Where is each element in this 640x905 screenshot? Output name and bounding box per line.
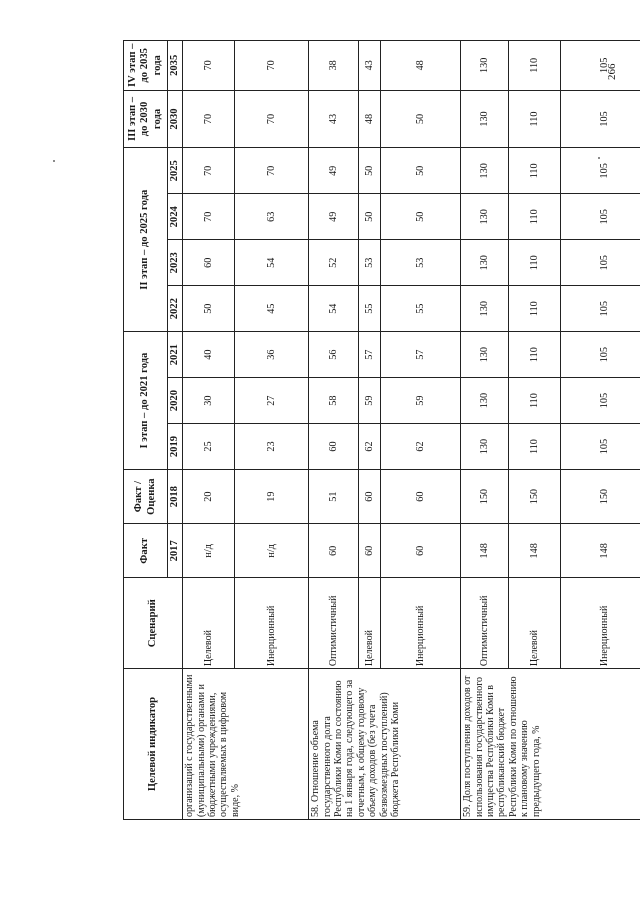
value-cell: 130 [461,148,509,194]
table-row [309,41,359,820]
scenario-cell: Целевой [183,578,235,669]
table-row [461,41,509,820]
value-cell: 105 [561,332,640,378]
value-cell: 105 [561,41,640,91]
value-cell: 45 [235,286,309,332]
value-cell: 70 [183,194,235,240]
value-cell: 58 [309,378,359,424]
header-stage-2: II этап – до 2025 года [124,148,168,332]
year-header: 2018 [168,470,183,524]
indicator-cell: организаций с государственными (муниципальными) органами и бюджетными учреждениями, осуществляемых в цифровом виде, % [183,669,309,820]
value-cell: 148 [461,524,509,578]
value-cell: н/д [235,524,309,578]
indicator-cell: 58. Отношение объема государственного долга Республики Коми по состоянию на 1 января года, следующего за отчетным, к общему годовому объему доходов (без учета безвозмездных поступлений) бюджета Республики Коми [309,669,461,820]
year-header: 2022 [168,286,183,332]
value-cell: 59 [359,378,381,424]
header-stage-4: IV этап – до 2035 года [124,41,168,91]
year-header: 2021 [168,332,183,378]
value-cell: 50 [381,148,461,194]
year-header: 2020 [168,378,183,424]
year-header: 2024 [168,194,183,240]
value-cell: 130 [461,240,509,286]
value-cell: 110 [509,424,561,470]
value-cell: 62 [359,424,381,470]
value-cell: 105 [561,378,640,424]
value-cell: 49 [309,194,359,240]
value-cell: 49 [309,148,359,194]
value-cell: 60 [381,524,461,578]
value-cell: 19 [235,470,309,524]
year-header: 2035 [168,41,183,91]
value-cell: 150 [509,470,561,524]
value-cell: 130 [461,332,509,378]
value-cell: 70 [235,148,309,194]
value-cell: 148 [561,524,640,578]
value-cell: 105 [561,424,640,470]
value-cell: 150 [461,470,509,524]
value-cell: 56 [309,332,359,378]
value-cell: н/д [183,524,235,578]
value-cell: 110 [509,378,561,424]
value-cell: 43 [359,41,381,91]
header-scenario: Сценарий [124,578,183,669]
year-header: 2030 [168,90,183,148]
value-cell: 27 [235,378,309,424]
value-cell: 55 [381,286,461,332]
value-cell: 62 [381,424,461,470]
value-cell: 105 [561,194,640,240]
value-cell: 50 [381,90,461,148]
scenario-cell: Инерционный [561,578,640,669]
value-cell: 110 [509,240,561,286]
scan-speck [53,160,55,162]
data-table-rotated [123,40,640,820]
value-cell: 105 [561,90,640,148]
value-cell: 50 [381,194,461,240]
value-cell: 23 [235,424,309,470]
year-header: 2017 [168,524,183,578]
value-cell: 40 [183,332,235,378]
value-cell: 50 [183,286,235,332]
value-cell: 25 [183,424,235,470]
value-cell: 57 [381,332,461,378]
value-cell: 54 [309,286,359,332]
scenario-cell: Инерционный [235,578,309,669]
value-cell: 43 [309,90,359,148]
value-cell: 48 [359,90,381,148]
value-cell: 70 [183,41,235,91]
value-cell: 48 [381,41,461,91]
value-cell: 70 [183,90,235,148]
value-cell: 130 [461,378,509,424]
scenario-cell: Оптимистичный [309,578,359,669]
value-cell: 105 [561,148,640,194]
value-cell: 57 [359,332,381,378]
value-cell: 148 [509,524,561,578]
page-number: 266 [606,63,618,80]
value-cell: 70 [235,90,309,148]
value-cell: 70 [183,148,235,194]
value-cell: 60 [359,524,381,578]
scenario-cell: Целевой [509,578,561,669]
value-cell: 54 [235,240,309,286]
year-header: 2025 [168,148,183,194]
header-stage-3: III этап – до 2030 года [124,90,168,148]
value-cell: 52 [309,240,359,286]
header-stage-1: I этап – до 2021 года [124,332,168,470]
header-fact: Факт [124,524,168,578]
value-cell: 130 [461,286,509,332]
indicator-cell: 59. Доля поступления доходов от использования государственного имущества Республики Коми в республиканский бюджет Республики Коми по отношению к плановому значению предыдущего года, % [461,669,640,820]
value-cell: 110 [509,90,561,148]
value-cell: 130 [461,41,509,91]
value-cell: 130 [461,194,509,240]
year-header: 2019 [168,424,183,470]
value-cell: 60 [183,240,235,286]
value-cell: 51 [309,470,359,524]
value-cell: 110 [509,41,561,91]
value-cell: 110 [509,286,561,332]
value-cell: 59 [381,378,461,424]
value-cell: 53 [359,240,381,286]
value-cell: 105 [561,240,640,286]
value-cell: 60 [359,470,381,524]
scenario-cell: Оптимистичный [461,578,509,669]
value-cell: 105 [561,286,640,332]
value-cell: 30 [183,378,235,424]
value-cell: 130 [461,424,509,470]
value-cell: 60 [309,524,359,578]
value-cell: 36 [235,332,309,378]
value-cell: 50 [359,194,381,240]
year-header: 2023 [168,240,183,286]
table-row [183,41,235,820]
value-cell: 110 [509,332,561,378]
value-cell: 150 [561,470,640,524]
value-cell: 130 [461,90,509,148]
value-cell: 38 [309,41,359,91]
indicator-table [123,40,640,820]
header-fact-estimate: Факт / Оценка [124,470,168,524]
value-cell: 63 [235,194,309,240]
value-cell: 50 [359,148,381,194]
value-cell: 110 [509,194,561,240]
scenario-cell: Инерционный [381,578,461,669]
value-cell: 60 [309,424,359,470]
value-cell: 70 [235,41,309,91]
scenario-cell: Целевой [359,578,381,669]
value-cell: 110 [509,148,561,194]
value-cell: 60 [381,470,461,524]
value-cell: 20 [183,470,235,524]
value-cell: 53 [381,240,461,286]
header-indicator: Целевой индикатор [124,669,183,820]
value-cell: 55 [359,286,381,332]
